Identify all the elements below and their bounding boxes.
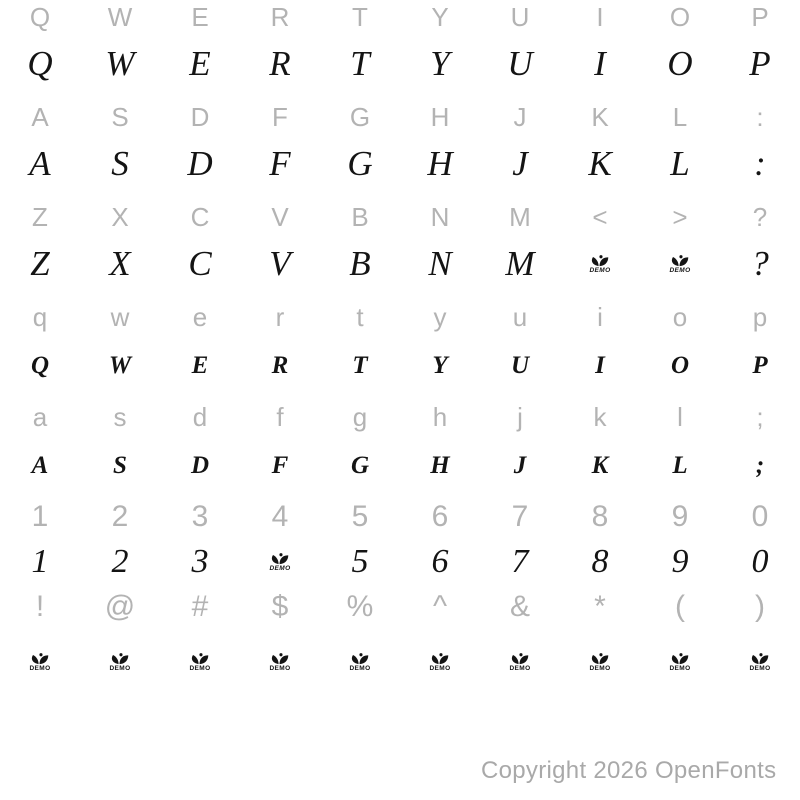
- glyph: S: [113, 452, 127, 479]
- glyph: O: [667, 44, 693, 83]
- glyph: s: [113, 402, 127, 432]
- glyph: o: [672, 302, 688, 332]
- fleuron-ornament-icon: [669, 255, 690, 274]
- glyph-row-italic-digits: [0, 540, 800, 590]
- glyph: 7: [511, 500, 529, 533]
- glyph-cell: [80, 140, 160, 200]
- glyph: P: [751, 2, 769, 32]
- demo-label: DEMO: [349, 664, 371, 672]
- glyph: L: [672, 452, 688, 479]
- glyph-cell: [640, 500, 720, 540]
- glyph-cell: [480, 590, 560, 630]
- glyph-cell: [480, 140, 560, 200]
- glyph-cell: [480, 540, 560, 590]
- glyph: R: [269, 44, 291, 83]
- demo-placeholder-cell: [560, 240, 640, 300]
- fleuron-ornament-icon: [269, 553, 290, 572]
- glyph: U: [510, 2, 530, 32]
- glyph: F: [271, 452, 289, 479]
- glyph: h: [432, 402, 448, 432]
- fleuron-ornament-icon: [669, 653, 690, 672]
- fleuron-ornament-icon: [589, 653, 610, 672]
- glyph: i: [597, 302, 603, 332]
- demo-label: DEMO: [669, 266, 691, 274]
- glyph-cell: [720, 400, 800, 440]
- glyph-cell: [240, 590, 320, 630]
- demo-placeholder-cell: [480, 630, 560, 690]
- fleuron-ornament-icon: [109, 653, 130, 672]
- glyph: X: [109, 244, 131, 283]
- glyph-cell: [560, 500, 640, 540]
- demo-label: DEMO: [269, 564, 291, 572]
- fleuron-ornament-icon: [349, 653, 370, 672]
- glyph-row-ref-symbols: [0, 590, 800, 630]
- glyph-cell: [160, 300, 240, 340]
- demo-placeholder-cell: [80, 630, 160, 690]
- glyph: W: [105, 44, 135, 83]
- glyph-cell: [400, 240, 480, 300]
- glyph-cell: [400, 400, 480, 440]
- glyph: S: [111, 144, 129, 183]
- glyph: 3: [191, 543, 209, 580]
- glyph: 8: [591, 543, 609, 580]
- glyph-cell: [80, 300, 160, 340]
- glyph: C: [188, 244, 212, 283]
- glyph: w: [110, 302, 130, 332]
- glyph-cell: [160, 500, 240, 540]
- glyph: I: [594, 44, 606, 83]
- glyph-cell: [560, 440, 640, 500]
- demo-label: DEMO: [749, 664, 771, 672]
- glyph-cell: [720, 300, 800, 340]
- glyph-cell: [240, 440, 320, 500]
- glyph: d: [192, 402, 208, 432]
- glyph-cell: [160, 590, 240, 630]
- fleuron-ornament-icon: [749, 653, 770, 672]
- glyph-cell: [320, 140, 400, 200]
- glyph-cell: [240, 300, 320, 340]
- glyph-cell: [160, 240, 240, 300]
- demo-placeholder-cell: [560, 630, 640, 690]
- glyph: M: [505, 244, 535, 283]
- glyph: q: [32, 302, 48, 332]
- glyph-cell: [0, 540, 80, 590]
- glyph: >: [672, 202, 688, 232]
- glyph: G: [347, 144, 373, 183]
- glyph: p: [752, 302, 768, 332]
- glyph-cell: [240, 240, 320, 300]
- glyph-cell: [240, 340, 320, 400]
- glyph-cell: [80, 340, 160, 400]
- glyph: O: [670, 352, 690, 379]
- glyph: E: [191, 352, 209, 379]
- glyph-cell: [720, 240, 800, 300]
- glyph: T: [350, 44, 370, 83]
- glyph-cell: [240, 400, 320, 440]
- fleuron-ornament-icon: [189, 653, 210, 672]
- demo-placeholder-cell: [320, 630, 400, 690]
- glyph-row-demo-symbols: [0, 630, 800, 690]
- glyph: y: [433, 302, 447, 332]
- glyph: O: [669, 2, 691, 32]
- demo-label: DEMO: [669, 664, 691, 672]
- glyph-cell: [400, 340, 480, 400]
- glyph: 0: [751, 543, 769, 580]
- glyph: Z: [32, 202, 48, 232]
- glyph-cell: [240, 500, 320, 540]
- glyph: L: [670, 144, 690, 183]
- glyph-row-ref-digits: [0, 500, 800, 540]
- glyph: Z: [30, 244, 50, 283]
- glyph-cell: [640, 140, 720, 200]
- demo-placeholder-cell: [160, 630, 240, 690]
- glyph-cell: [320, 240, 400, 300]
- glyph: 8: [591, 500, 609, 533]
- glyph-cell: [0, 40, 80, 100]
- demo-label: DEMO: [269, 664, 291, 672]
- glyph: &: [509, 590, 530, 623]
- glyph-cell: [320, 300, 400, 340]
- glyph: 1: [31, 543, 49, 580]
- glyph-cell: [160, 40, 240, 100]
- glyph-cell: [0, 240, 80, 300]
- glyph: E: [189, 44, 211, 83]
- glyph: G: [350, 452, 370, 479]
- glyph: B: [349, 244, 371, 283]
- glyph: T: [352, 352, 368, 379]
- glyph: ): [755, 590, 765, 623]
- copyright-text: Copyright 2026 OpenFonts: [481, 757, 777, 784]
- glyph: g: [352, 402, 368, 432]
- glyph: #: [191, 590, 209, 623]
- glyph: D: [187, 144, 213, 183]
- glyph: 2: [111, 500, 129, 533]
- glyph: A: [29, 144, 51, 183]
- glyph: I: [595, 352, 605, 379]
- glyph: W: [108, 352, 132, 379]
- glyph: J: [513, 102, 527, 132]
- glyph: D: [190, 102, 210, 132]
- glyph-cell: [320, 500, 400, 540]
- glyph-cell: [720, 590, 800, 630]
- glyph-cell: [160, 140, 240, 200]
- glyph-cell: [240, 140, 320, 200]
- glyph: 4: [271, 500, 289, 533]
- glyph: 6: [431, 543, 449, 580]
- glyph: K: [591, 102, 609, 132]
- glyph-cell: [560, 340, 640, 400]
- glyph: 0: [751, 500, 769, 533]
- glyph-cell: [560, 540, 640, 590]
- glyph: 9: [671, 543, 689, 580]
- glyph-cell: [80, 240, 160, 300]
- glyph: Q: [27, 44, 53, 83]
- glyph-cell: [160, 540, 240, 590]
- glyph: N: [428, 244, 452, 283]
- glyph-cell: [320, 590, 400, 630]
- glyph-row-ref-lower-qwerty: [0, 300, 800, 340]
- glyph-cell: [400, 540, 480, 590]
- glyph: u: [512, 302, 528, 332]
- glyph-row-ref-lower-asdf: [0, 400, 800, 440]
- glyph: F: [272, 102, 288, 132]
- glyph: J: [512, 144, 528, 183]
- glyph-cell: [320, 40, 400, 100]
- glyph: L: [672, 102, 688, 132]
- glyph-cell: [320, 440, 400, 500]
- glyph: l: [677, 402, 683, 432]
- demo-placeholder-cell: [0, 630, 80, 690]
- glyph: !: [35, 590, 45, 623]
- demo-label: DEMO: [589, 664, 611, 672]
- glyph-cell: [0, 340, 80, 400]
- fleuron-ornament-icon: [589, 255, 610, 274]
- glyph-cell: [320, 340, 400, 400]
- glyph-cell: [160, 440, 240, 500]
- glyph: H: [427, 144, 453, 183]
- glyph: ;: [756, 402, 764, 432]
- glyph: 5: [351, 543, 369, 580]
- glyph: H: [430, 452, 450, 479]
- glyph: <: [592, 202, 608, 232]
- glyph: N: [430, 202, 450, 232]
- glyph-row-smallcaps-asdf: [0, 440, 800, 500]
- glyph-cell: [640, 40, 720, 100]
- glyph: D: [190, 452, 210, 479]
- demo-label: DEMO: [189, 664, 211, 672]
- glyph: Y: [430, 44, 450, 83]
- glyph-cell: [640, 300, 720, 340]
- glyph-cell: [80, 40, 160, 100]
- glyph: C: [190, 202, 210, 232]
- glyph-cell: [720, 140, 800, 200]
- glyph: S: [111, 102, 129, 132]
- glyph: *: [594, 590, 606, 623]
- glyph-cell: [720, 40, 800, 100]
- glyph-cell: [560, 590, 640, 630]
- glyph-cell: [0, 300, 80, 340]
- glyph: P: [749, 44, 771, 83]
- glyph: j: [517, 402, 523, 432]
- glyph-cell: [400, 300, 480, 340]
- glyph: e: [192, 302, 208, 332]
- demo-placeholder-cell: [240, 630, 320, 690]
- glyph-cell: [640, 440, 720, 500]
- glyph-row-smallcaps-qwerty: [0, 340, 800, 400]
- glyph: Q: [29, 2, 51, 32]
- glyph: 9: [671, 500, 689, 533]
- glyph: Y: [432, 352, 448, 379]
- glyph: ;: [755, 452, 765, 479]
- glyph: J: [513, 452, 527, 479]
- glyph-cell: [400, 590, 480, 630]
- glyph-cell: [80, 440, 160, 500]
- glyph-cell: [80, 500, 160, 540]
- fleuron-ornament-icon: [509, 653, 530, 672]
- glyph: 2: [111, 543, 129, 580]
- demo-label: DEMO: [509, 664, 531, 672]
- glyph: F: [269, 144, 291, 183]
- glyph: V: [269, 244, 291, 283]
- demo-label: DEMO: [109, 664, 131, 672]
- glyph: T: [352, 2, 368, 32]
- demo-label: DEMO: [29, 664, 51, 672]
- glyph: t: [356, 302, 364, 332]
- glyph-cell: [400, 440, 480, 500]
- glyph: R: [271, 352, 289, 379]
- glyph-cell: [0, 400, 80, 440]
- demo-placeholder-cell: [640, 240, 720, 300]
- glyph-row-italic-upper-asdf: [0, 140, 800, 200]
- glyph: A: [31, 452, 49, 479]
- glyph-cell: [560, 400, 640, 440]
- glyph: R: [270, 2, 290, 32]
- glyph: B: [351, 202, 369, 232]
- glyph-cell: [480, 500, 560, 540]
- glyph: ?: [752, 202, 768, 232]
- glyph: A: [31, 102, 49, 132]
- glyph-cell: [560, 140, 640, 200]
- glyph: @: [104, 590, 136, 623]
- glyph: $: [271, 590, 289, 623]
- glyph: X: [111, 202, 129, 232]
- demo-placeholder-cell: [720, 630, 800, 690]
- glyph-cell: [640, 200, 720, 240]
- demo-label: DEMO: [589, 266, 611, 274]
- glyph-cell: [80, 540, 160, 590]
- glyph-cell: [160, 340, 240, 400]
- glyph-cell: [480, 40, 560, 100]
- demo-placeholder-cell: [640, 630, 720, 690]
- glyph-cell: [80, 400, 160, 440]
- glyph: V: [271, 202, 289, 232]
- glyph: U: [507, 44, 533, 83]
- glyph: K: [591, 452, 609, 479]
- glyph-cell: [640, 590, 720, 630]
- glyph: K: [588, 144, 612, 183]
- glyph-cell: [480, 400, 560, 440]
- glyph-cell: [400, 40, 480, 100]
- glyph-cell: [720, 440, 800, 500]
- glyph-row-italic-upper-qwerty: [0, 40, 800, 100]
- glyph-cell: [560, 200, 640, 240]
- glyph-cell: [160, 400, 240, 440]
- glyph: 3: [191, 500, 209, 533]
- glyph-cell: [480, 440, 560, 500]
- fleuron-ornament-icon: [29, 653, 50, 672]
- glyph-cell: [80, 590, 160, 630]
- glyph: 6: [431, 500, 449, 533]
- glyph-cell: [560, 300, 640, 340]
- glyph-cell: [480, 300, 560, 340]
- demo-placeholder-cell: [400, 630, 480, 690]
- glyph: G: [349, 102, 371, 132]
- glyph: 1: [31, 500, 49, 533]
- glyph-cell: [560, 40, 640, 100]
- glyph: a: [32, 402, 48, 432]
- glyph-cell: [640, 540, 720, 590]
- glyph: %: [346, 590, 374, 623]
- glyph-cell: [400, 500, 480, 540]
- glyph-cell: [480, 240, 560, 300]
- glyph-cell: [320, 540, 400, 590]
- glyph: W: [107, 2, 133, 32]
- glyph: :: [756, 102, 764, 132]
- glyph-cell: [720, 540, 800, 590]
- glyph: ^: [432, 590, 448, 623]
- glyph-cell: [640, 340, 720, 400]
- glyph-cell: [720, 340, 800, 400]
- glyph: E: [191, 2, 209, 32]
- glyph-cell: [0, 500, 80, 540]
- glyph-cell: [0, 590, 80, 630]
- glyph: Q: [30, 352, 50, 379]
- demo-placeholder-cell: [240, 540, 320, 590]
- glyph-cell: [320, 400, 400, 440]
- glyph-cell: [0, 140, 80, 200]
- glyph-cell: [640, 400, 720, 440]
- fleuron-ornament-icon: [269, 653, 290, 672]
- glyph: M: [509, 202, 531, 232]
- glyph: k: [593, 402, 607, 432]
- glyph: H: [430, 102, 450, 132]
- glyph: P: [752, 352, 768, 379]
- glyph: :: [754, 144, 766, 183]
- glyph-cell: [0, 440, 80, 500]
- fleuron-ornament-icon: [429, 653, 450, 672]
- glyph-cell: [400, 140, 480, 200]
- glyph-cell: [720, 500, 800, 540]
- glyph: I: [596, 2, 604, 32]
- glyph: ?: [751, 244, 769, 283]
- glyph: 5: [351, 500, 369, 533]
- demo-label: DEMO: [429, 664, 451, 672]
- glyph: r: [275, 302, 285, 332]
- glyph: f: [276, 402, 284, 432]
- glyph-row-italic-upper-zxcv: [0, 240, 800, 300]
- glyph: (: [675, 590, 685, 623]
- glyph-cell: [480, 340, 560, 400]
- glyph: 7: [511, 543, 529, 580]
- glyph: U: [510, 352, 530, 379]
- glyph: Y: [431, 2, 449, 32]
- glyph-cell: [240, 40, 320, 100]
